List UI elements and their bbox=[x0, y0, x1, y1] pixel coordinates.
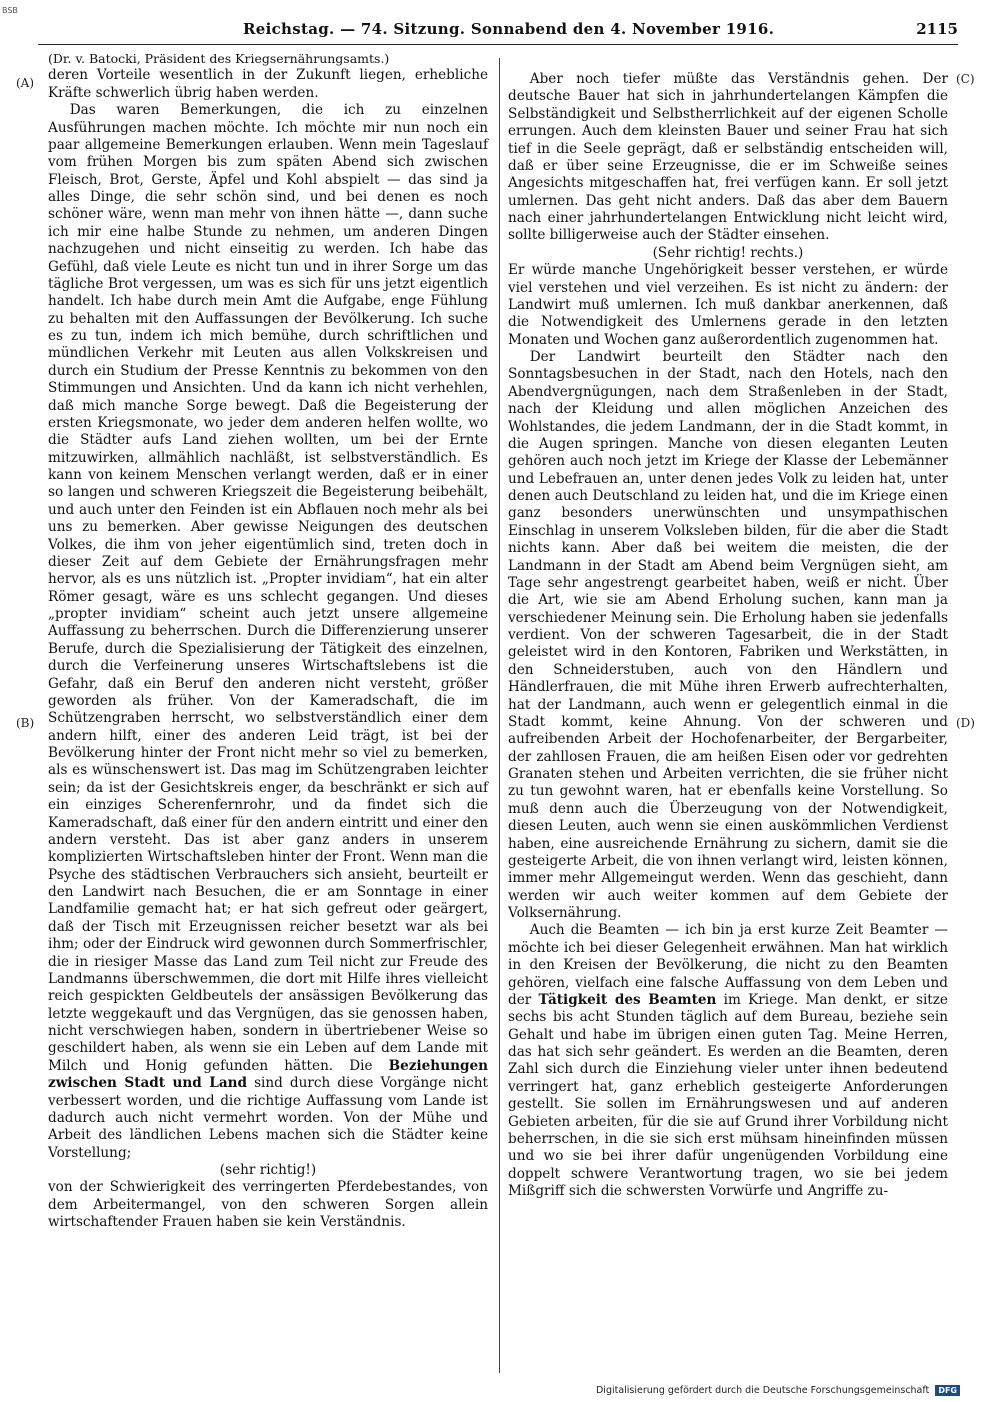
paragraph: deren Vorteile wesentlich in der Zukunft liegen, erhebliche Kräfte schwerlich übrig haben werden. bbox=[48, 67, 488, 101]
paragraph: Der Landwirt beurteilt den Städter nach den Sonntagsbesuchen in der Stadt, nach den Hotels, nach den Abendvergnügungen, nach dem Straßenleben in der Stadt, nach der Kleidung und allen möglichen Anzeichen des Wohlstandes, die jedem Landmann, der in die Stadt kommt, in die Augen springen. Manche von diesen eleganten Leuten gehören auch noch jetzt im Kriege der Klasse der Lebemänner und Lebefrauen an, unter denen jedes Volk zu leiden hat, unter denen auch Deutschland zu leiden hat, und die im Kriege einen ganz besonders unerwünschten und unsympathischen Einschlag in unserem Volksleben bilden, für die aber die Stadt nichts kann. Aber daß bei weitem die meisten, die der Landmann in der Stadt am Abend beim Vergnügen sieht, am Tage sehr angestrengt gearbeitet haben, weiß er nicht. Über die Art, wie sie am Abend Erholung suchen, kann man ja verschiedener Meinung sein. Die Erholung haben sie jedenfalls verdient. Von der schweren Tagesarbeit, die in der Stadt geleistet wird in den Kontoren, Fabriken und Werkstätten, in den Schneiderstuben, auch von den Händlern und Händlerfrauen, die mit Mühe ihren Erwerb aufrechterhalten, hat der Landmann, auch wenn er gelegentlich einmal in die Stadt kommt, keine Ahnung. Von der schweren und aufreibenden Arbeit der Hochofenarbeiter, der Bergarbeiter, der zahllosen Frauen, die am heißen Eisen oder vor gedrehten Granaten stehen und Arbeiten verrichten, die sie früher nicht zu tun gewohnt waren, hat er ebenfalls keine Vorstellung. So muß denn auch die Überzeugung von der Notwendigkeit, diesen Leuten, auch wenn sie einen auskömmlichen Verdienst haben, eine ausreichende Ernährung zu sichern, damit sie die gesteigerte Arbeit, die von ihnen verlangt wird, leisten können, immer mehr Allgemeingut werden. Wenn das geschieht, dann werden wir auch weiter kommen auf dem Gebiete der Volksernährung. bbox=[508, 349, 948, 921]
text-run: im Kriege. Man denkt, er sitze sechs bis acht Stunden täglich auf dem Bureau, beziehe sein Gehalt und habe im übrigen einen guten Tag. Meine Herren, das hat sich sehr geändert. Es werden an die Beamten, deren Zahl sich durch die Einziehung vieler unter ihnen bedeutend verringert hat, ganz erheblich gesteigerte Anforderungen gestellt. Sie sollen im Ernährungswesen und auf anderen Gebieten arbeiten, für die sie auf Grund ihrer Vorbildung nicht beherrschen, in die sie sich erst mühsam hineinfinden müssen und wo sie bei ihrer dafür ungenügenden Vorbildung eine doppelt schwere Verantwortung tragen, wo sie bei jedem Mißgriff sich die schwersten Vorwürfe und Angriffe zu- bbox=[508, 991, 948, 1199]
right-column bbox=[508, 71, 948, 1200]
speaker-line: (Dr. v. Batocki, Präsident des Kriegsernährungsamts.) bbox=[48, 51, 390, 66]
text-run: Auch die Beamten — ich bin ja erst kurze Zeit Beamter — möchte ich bei dieser Gelegenheit erwähnen. Man hat wirklich in den Kreisen der Bevölkerung, die nicht zu den Beamten gehören, vielfach eine falsche Auffassung von dem Leben und der bbox=[508, 922, 948, 1008]
paragraph: Er würde manche Ungehörigkeit besser verstehen, er würde viel verstehen und viel verzeihen. Es ist nicht zu ändern: der Landwirt muß umlernen. Ich muß dankbar anerkennen, daß die Notwendigkeit des Umlernens gerade in den letzten Monaten und Wochen ganz außerordentlich zugenommen hat. bbox=[508, 262, 948, 348]
paragraph bbox=[48, 102, 488, 1162]
dfg-logo: DFG bbox=[935, 1385, 960, 1396]
paragraph bbox=[508, 922, 948, 1200]
bold-phrase: Beziehungen zwischen Stadt und Land bbox=[48, 1057, 488, 1092]
column-divider bbox=[499, 58, 500, 1373]
margin-marker-a: (A) bbox=[16, 76, 35, 90]
left-column bbox=[48, 50, 488, 1232]
bold-phrase: Tätigkeit des Beamten bbox=[538, 991, 717, 1008]
digitization-footer bbox=[596, 1385, 960, 1396]
margin-marker-b: (B) bbox=[16, 716, 35, 730]
text-run: Das waren Bemerkungen, die ich zu einzelnen Ausführungen machen möchte. Ich möchte mir nun noch ein paar allgemeine Bemerkungen erlauben. Wenn mein Tageslauf vom frühen Morgen bis zum späten Abend sich zwischen Fleisch, Brot, Gerste, Äpfel und Kohl abspielt — das sind ja alles Dinge, die sehr schön sind, und bei denen es noch schöner wäre, wenn man mehr von ihnen hätte —, dann suche ich mir eine halbe Stunde zu nehmen, um anderen Dingen nachzugehen und nicht einseitig zu werden. Ich habe das Gefühl, daß viele Leute es nicht tun und in ihrer Sorge um das tägliche Brot vergessen, um was es sich für uns jetzt eigentlich handelt. Ich habe durch mein Amt die Aufgabe, enge Fühlung zu behalten mit den Auffassungen der Bevölkerung. Ich suche es zu tun, indem ich mich bemühe, durch schriftlichen und mündlichen Verkehr mit Leuten aus allen Volkskreisen und durch ein Studium der Presse Kenntnis zu bekommen von den Stimmungen und Ansichten. Und da kann ich nicht verhehlen, daß mich manche Sorge bewegt. Daß die Begeisterung der ersten Kriegsmonate, wo jeder dem anderen helfen wollte, wo die Städter aufs Land ziehen wollten, um bei der Ernte mitzuwirken, allmählich nachläßt, ist selbstverständlich. Es kann von keinem Menschen verlangt werden, daß er in einer so langen und schweren Kriegszeit die Begeisterung beibehält, und auch unter den Feinden ist ein Abflauen noch mehr als bei uns zu bemerken. Aber gewisse Neigungen des deutschen Volkes, die ihm von jeher eigentümlich sind, treten doch in dieser Zeit auf dem Gebiete der Ernährungsfragen mehr hervor, als es uns nützlich ist. „Propter invidiam“, hat ein alter Römer gesagt, wäre es uns schlecht gegangen. Und dieses „propter invidiam“ scheint auch jetzt unsere allgemeine Auffassung zu beherrschen. Durch die Differenzierung unserer Berufe, durch die Spezialisierung der Tätigkeit des einzelnen, durch die Verfeinerung unseres Wirtschaftslebens ist die Gefahr, daß ein Beruf den anderen nicht versteht, größer geworden als früher. Von der Kameradschaft, die im Schützengraben herrscht, wo selbstverständlich einer dem andern hilft, einer des anderen Leid trägt, ist bei der Bevölkerung hinter der Front nicht mehr so viel zu bemerken, als es wünschenswert ist. Das mag im Schützengraben leichter sein; da ist der Gesichtskreis enger, da beschränkt er sich auf ein einziges Scherenfernrohr, und da findet sich die Kameradschaft, daß einer für den andern eintritt und einer den andern versteht. Das ist aber ganz anders in unserem komplizierten Wirtschaftsleben hinter der Front. Wenn man die Psyche des städtischen Verbrauchers sich ansieht, beurteilt er den Landwirt nach Besuchen, die er am Sonntage in einer Landfamilie gemacht hat; er hat sich gefreut oder geärgert, daß der Tisch mit Erzeugnissen reicher besetzt war als bei ihm; oder der Eindruck wird gewonnen durch Sommerfrischler, die in riesiger Masse das Land zum Teil nicht zur Freude des Landmanns überschwemmen, die dort mit Hilfe ihres vielleicht reich gespickten Geldbeutels der ansässigen Bevölkerung das letzte weggekauft und das Vergnügen, das sie genossen haben, nicht verschwiegen haben, sondern in übertriebener Weise so geschildert haben, als wenn sie ein Leben auf dem Lande mit Milch und Honig gefunden hätten. Die bbox=[48, 102, 488, 1074]
page-number: 2115 bbox=[916, 20, 958, 38]
margin-marker-c: (C) bbox=[956, 72, 975, 86]
paragraph: von der Schwierigkeit des verringerten Pferdebestandes, von dem Arbeitermangel, von den schweren Sorgen allein wirtschaftender Frauen haben sie kein Verständnis. bbox=[48, 1179, 488, 1231]
interjection: (sehr richtig!) bbox=[219, 1162, 317, 1178]
library-corner-label: BSB bbox=[2, 6, 18, 15]
paragraph: Aber noch tiefer müßte das Verständnis gehen. Der deutsche Bauer hat sich in jahrhundertelangen Kämpfen die Selbständigkeit und Selbstherrlichkeit auf der eigenen Scholle errungen. Auch dem kleinsten Bauer und seiner Frau hat sich tief in die Seele geprägt, daß er selbständig entscheiden will, daß er über seine Erzeugnisse, die er im Schweiße seines Angesichts mitgeschaffen hat, frei verfügen kann. Er soll jetzt umlernen. Das geht nicht anders. Daß das aber dem Bauern nach einer jahrhundertelangen Entwicklung nicht leicht wird, sollte billigerweise auch der Städter einsehen. bbox=[508, 71, 948, 244]
interjection: (Sehr richtig! rechts.) bbox=[652, 244, 804, 261]
footer-text: Digitalisierung gefördert durch die Deutsche Forschungsgemeinschaft bbox=[595, 1385, 930, 1396]
page-title: Reichstag. — 74. Sitzung. Sonnabend den 4. November 1916. bbox=[243, 20, 775, 38]
page-header bbox=[38, 20, 958, 42]
header-rule bbox=[38, 44, 958, 45]
text-run: sind durch diese Vorgänge nicht verbessert worden, und die richtige Auffassung vom Lande ist dadurch auch nicht vermehrt worden. Von der Mühe und Arbeit des ländlichen Lebens machen sich die Städter keine Vorstellung; bbox=[48, 1075, 488, 1161]
margin-marker-d: (D) bbox=[956, 716, 975, 730]
